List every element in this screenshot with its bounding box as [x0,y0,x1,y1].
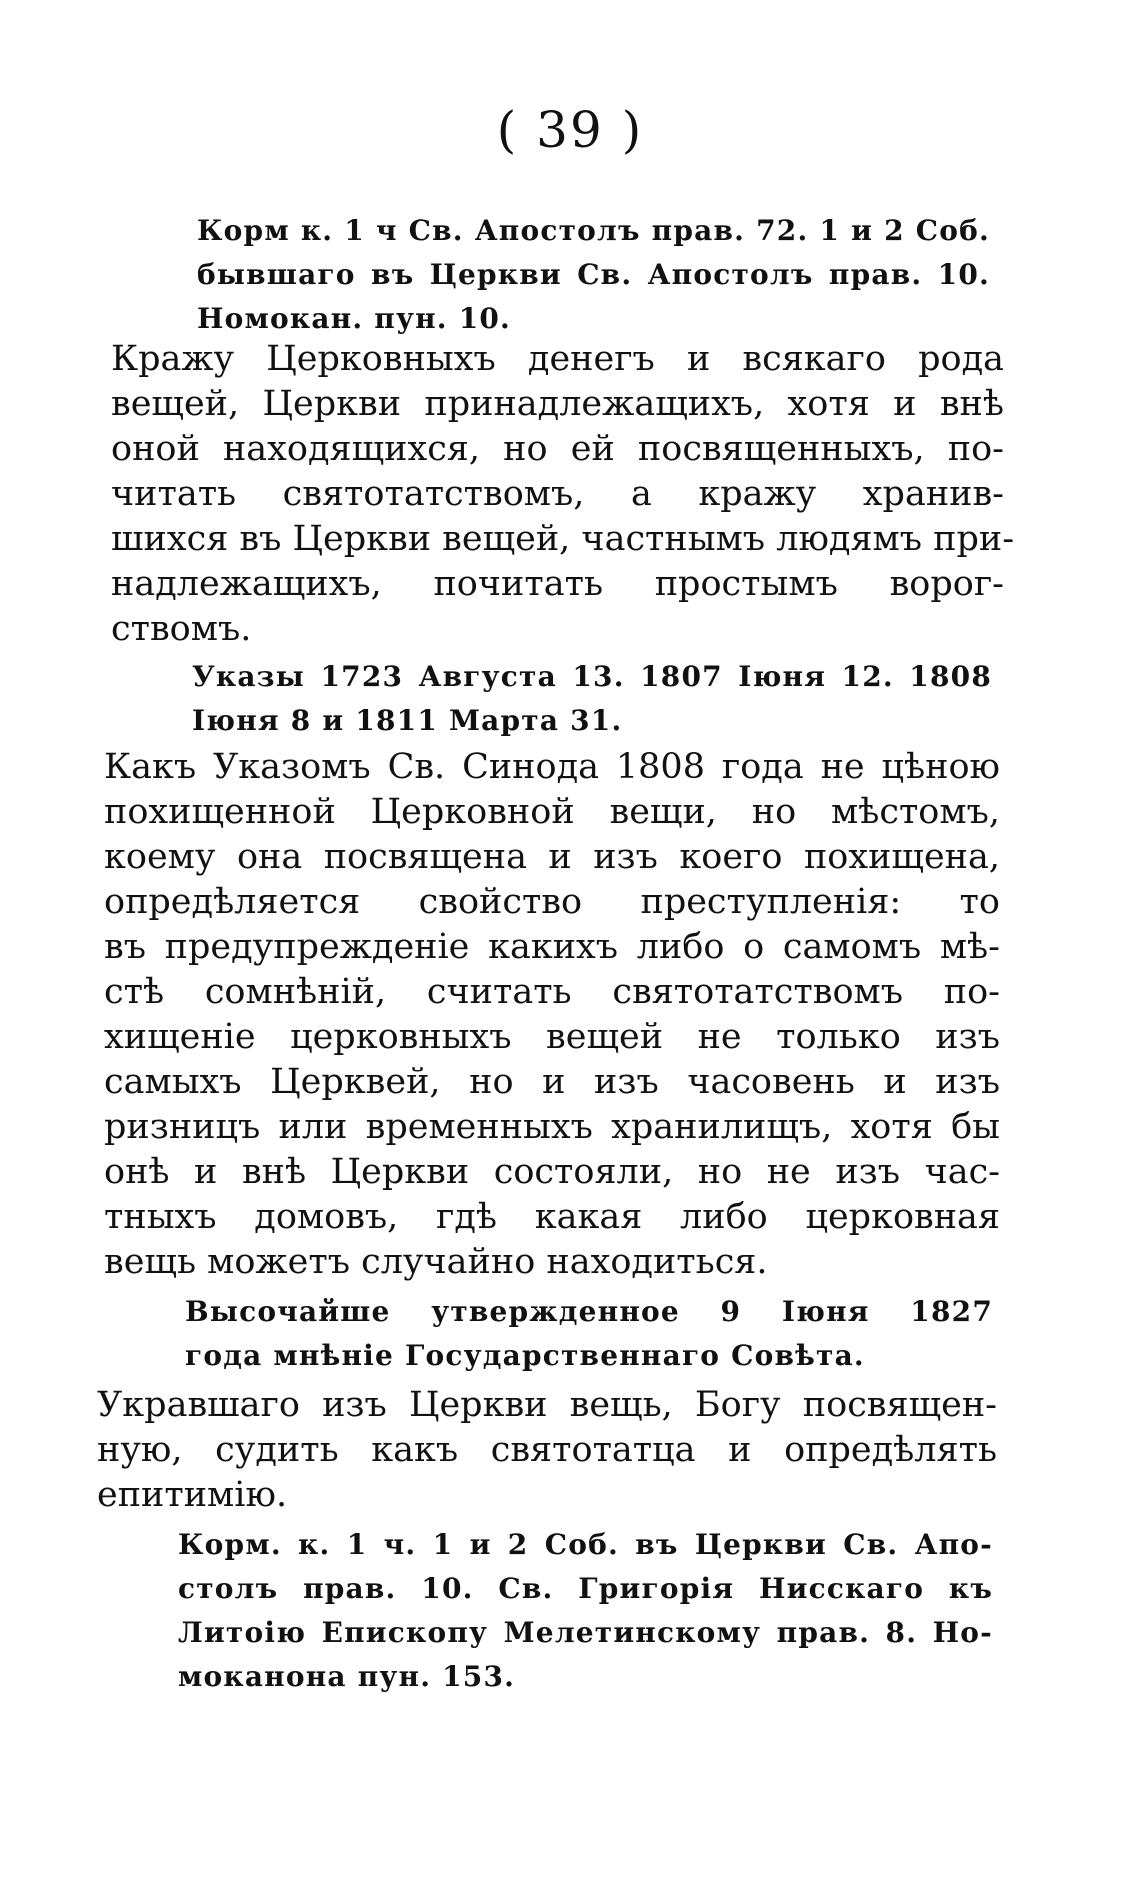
body-paragraph-2 [104,745,1000,1285]
note-line: столъ прав. 10. Св. Григорія Нисскаго къ [178,1572,993,1605]
note-line: Номокан. пун. 10. [197,302,512,335]
note-line: бывшаго въ Церкви Св. Апостолъ прав. 10. [197,258,990,291]
reference-note-4 [178,1523,993,1699]
note-line: Корм к. 1 ч Св. Апостолъ прав. 72. 1 и 2 Соб. [197,214,990,247]
paragraph-line: Укравшаго изъ Церкви вещь, Богу посвящен- [97,1385,997,1425]
paragraph-line: вещь можетъ случайно находиться. [104,1242,768,1282]
reference-note-2 [192,655,992,743]
paragraph-line: читать святотатствомъ, а кражу хранив- [111,474,1004,514]
note-line: Корм. к. 1 ч. 1 и 2 Соб. въ Церкви Св. Апо- [178,1528,993,1561]
paragraph-line: Кражу Церковныхъ денегъ и всякаго рода [111,339,1004,379]
note-line: Высочайше утвержденное 9 Іюня 1827 [185,1295,993,1328]
paragraph-line: ризницъ или временныхъ хранилищъ, хотя бы [104,1107,1000,1147]
note-line: Литоію Епископу Мелетинскому прав. 8. Но- [178,1616,993,1649]
paragraph-line: ствомъ. [111,609,252,649]
note-line: моканона пун. 153. [178,1660,516,1693]
paragraph-line: тныхъ домовъ, гдѣ какая либо церковная [104,1197,1000,1237]
paragraph-line: опредѣляется свойство преступленія: то [104,882,1000,922]
paragraph-line: надлежащихъ, почитать простымъ ворог- [111,564,1004,604]
paragraph-line: въ предупрежденіе какихъ либо о самомъ мѣ- [104,927,1000,967]
paragraph-line: оной находящихся, но ей посвященныхъ, по- [111,429,1004,469]
reference-note-3 [185,1290,993,1378]
paragraph-line: епитимію. [97,1475,288,1515]
paragraph-line: ную, судить какъ святотатца и опредѣлять [97,1430,997,1470]
body-paragraph-1 [111,337,1015,652]
note-line: Іюня 8 и 1811 Марта 31. [192,704,623,737]
paragraph-line: стѣ сомнѣній, считать святотатствомъ по- [104,972,1000,1012]
page-number: ( 39 ) [496,101,644,159]
paragraph-line: коему она посвящена и изъ коего похищена, [104,837,1000,877]
note-line: Указы 1723 Августа 13. 1807 Іюня 12. 1808 [192,660,992,693]
reference-note-1 [197,209,990,341]
body-paragraph-3 [97,1383,997,1518]
note-line: года мнѣніе Государственнаго Совѣта. [185,1339,865,1372]
paragraph-line: шихся въ Церкви вещей, частнымъ людямъ при- [111,519,1015,559]
paragraph-line: вещей, Церкви принадлежащихъ, хотя и внѣ [111,384,1004,424]
paragraph-line: похищенной Церковной вещи, но мѣстомъ, [104,792,1000,832]
paragraph-line: Какъ Указомъ Св. Синода 1808 года не цѣною [104,747,1000,787]
paragraph-line: хищеніе церковныхъ вещей не только изъ [104,1017,1000,1057]
paragraph-line: самыхъ Церквей, но и изъ часовень и изъ [104,1062,1000,1102]
paragraph-line: онѣ и внѣ Церкви состояли, но не изъ час- [104,1152,1000,1192]
